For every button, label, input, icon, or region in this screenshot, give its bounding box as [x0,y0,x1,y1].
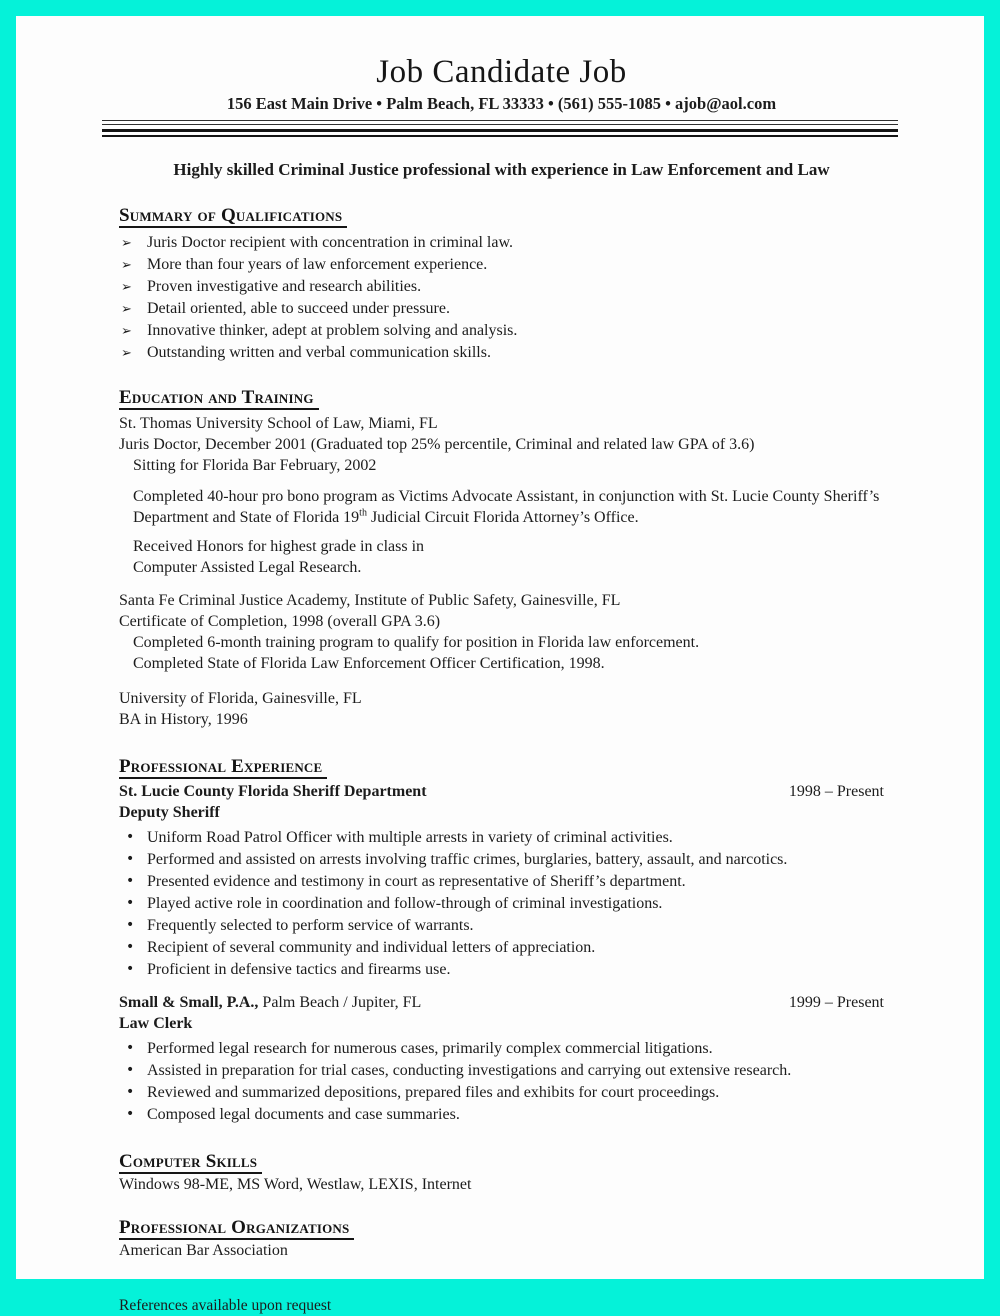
contact-line: 156 East Main Drive • Palm Beach, FL 33333 • (561) 555-1085 • ajob@aol.com [226,94,777,113]
job-block [119,992,884,1125]
arrow-bullet-icon: ➢ [121,302,132,317]
detail-line: Completed 6-month training program to qualify for position in Florida law enforcement. [133,634,700,651]
arrow-bullet-icon: ➢ [121,280,132,295]
candidate-name: Job Candidate Job [376,54,627,90]
job-header-row [119,781,884,802]
duty-item [119,1060,884,1081]
duty-item [119,937,884,958]
employer-bold: Small & Small, P.A., [119,994,259,1011]
qualification-text: More than four years of law enforcement experience. [147,256,488,273]
duty-item [119,1082,884,1103]
duty-item [119,849,884,870]
employer-bold: St. Lucie County Florida Sheriff Department [119,783,427,800]
arrow-bullet-icon: ➢ [121,346,132,361]
duty-text: Played active role in coordination and follow-through of criminal investigations. [147,895,663,912]
organization-text: American Bar Association [119,1242,288,1259]
honors-line: Computer Assisted Legal Research. [133,559,362,576]
education-heading: Education and Training [119,387,319,410]
job-header-row [119,992,884,1013]
detail-line: Completed State of Florida Law Enforcement Officer Certification, 1998. [133,655,605,672]
section-computer-skills [119,1151,884,1195]
summary-heading: Summary of Qualifications [119,205,347,228]
pro-bono-paragraph [133,486,884,528]
section-experience [119,756,884,1125]
section-summary [119,205,884,363]
computer-skills-text: Windows 98-ME, MS Word, Westlaw, LEXIS, Internet [119,1176,472,1193]
duty-item [119,827,884,848]
qualification-list [119,232,884,363]
duty-list [119,827,884,980]
dot-bullet-icon: • [126,873,135,889]
arrow-bullet-icon: ➢ [121,324,132,339]
duty-text: Assisted in preparation for trial cases, conducting investigations and carrying out extensive research. [147,1062,792,1079]
duty-text: Recipient of several community and individual letters of appreciation. [147,939,596,956]
duty-text: Performed and assisted on arrests involving traffic crimes, burglaries, battery, assault, and narcotics. [147,851,788,868]
honors-line: Received Honors for highest grade in class in [133,538,425,555]
employer-name [119,781,427,802]
arrow-bullet-icon: ➢ [121,258,132,273]
job-block [119,781,884,980]
dot-bullet-icon: • [126,829,135,845]
duty-text: Composed legal documents and case summaries. [147,1106,460,1123]
arrow-bullet-icon: ➢ [121,236,132,251]
dot-bullet-icon: • [126,1084,135,1100]
experience-heading: Professional Experience [119,756,327,779]
duty-item [119,959,884,980]
resume-header [119,54,884,180]
qualification-item [119,342,884,363]
organizations-heading: Professional Organizations [119,1217,354,1240]
qualification-item [119,298,884,319]
pro-bono-text: Completed 40-hour pro bono program as Victims Advocate Assistant, in conjunction with St. Lucie County Sheriff’s Department and State of Florida 19 [133,488,880,526]
dot-bullet-icon: • [126,895,135,911]
pro-bono-text-end: Judicial Circuit Florida Attorney’s Office. [366,509,639,526]
ordinal-superscript: th [359,507,367,519]
dot-bullet-icon: • [126,851,135,867]
degree-line: Certificate of Completion, 1998 (overall GPA 3.6) [119,613,441,630]
job-title: Deputy Sheriff [119,804,220,821]
qualification-item [119,276,884,297]
dot-bullet-icon: • [126,1106,135,1122]
double-rule-thin [102,120,898,125]
qualification-item [119,254,884,275]
resume-page [16,16,984,1314]
duty-item [119,1104,884,1125]
references-note: References available upon request [119,1297,332,1314]
job-dates: 1998 – Present [788,783,884,800]
qualification-text: Detail oriented, able to succeed under pressure. [147,300,450,317]
duty-item [119,871,884,892]
dot-bullet-icon: • [126,917,135,933]
dot-bullet-icon: • [126,939,135,955]
duty-item [119,893,884,914]
degree-line: BA in History, 1996 [119,711,248,728]
dot-bullet-icon: • [126,961,135,977]
headline-tagline: Highly skilled Criminal Justice professional with experience in Law Enforcement and Law [173,160,830,179]
dot-bullet-icon: • [126,1040,135,1056]
duty-text: Frequently selected to perform service of warrants. [147,917,474,934]
dot-bullet-icon: • [126,1062,135,1078]
qualification-text: Proven investigative and research abilities. [147,278,422,295]
qualification-item [119,232,884,253]
duty-text: Uniform Road Patrol Officer with multiple arrests in variety of criminal activities. [147,829,673,846]
duty-text: Performed legal research for numerous cases, primarily complex commercial litigations. [147,1040,713,1057]
qualification-item [119,320,884,341]
duty-item [119,915,884,936]
computer-skills-heading: Computer Skills [119,1151,262,1174]
school-name: Santa Fe Criminal Justice Academy, Institute of Public Safety, Gainesville, FL [119,592,621,609]
double-rule-thick [102,129,898,137]
degree-line: Juris Doctor, December 2001 (Graduated top 25% percentile, Criminal and related law GPA of 3.6) [119,436,755,453]
school-name: University of Florida, Gainesville, FL [119,690,362,707]
school-name: St. Thomas University School of Law, Miami, FL [119,415,438,432]
detail-line: Sitting for Florida Bar February, 2002 [133,457,377,474]
job-dates: 1999 – Present [788,994,884,1011]
employer-location: Palm Beach / Jupiter, FL [258,994,422,1011]
qualification-text: Juris Doctor recipient with concentration in criminal law. [147,234,513,251]
qualification-text: Innovative thinker, adept at problem solving and analysis. [147,322,518,339]
duty-list [119,1038,884,1125]
section-organizations [119,1217,884,1261]
duty-item [119,1038,884,1059]
section-education [119,387,884,730]
duty-text: Reviewed and summarized depositions, prepared files and exhibits for court proceedings. [147,1084,720,1101]
employer-name [119,992,421,1013]
qualification-text: Outstanding written and verbal communication skills. [147,344,491,361]
duty-text: Proficient in defensive tactics and firearms use. [147,961,451,978]
duty-text: Presented evidence and testimony in court as representative of Sheriff’s department. [147,873,686,890]
job-title: Law Clerk [119,1015,193,1032]
